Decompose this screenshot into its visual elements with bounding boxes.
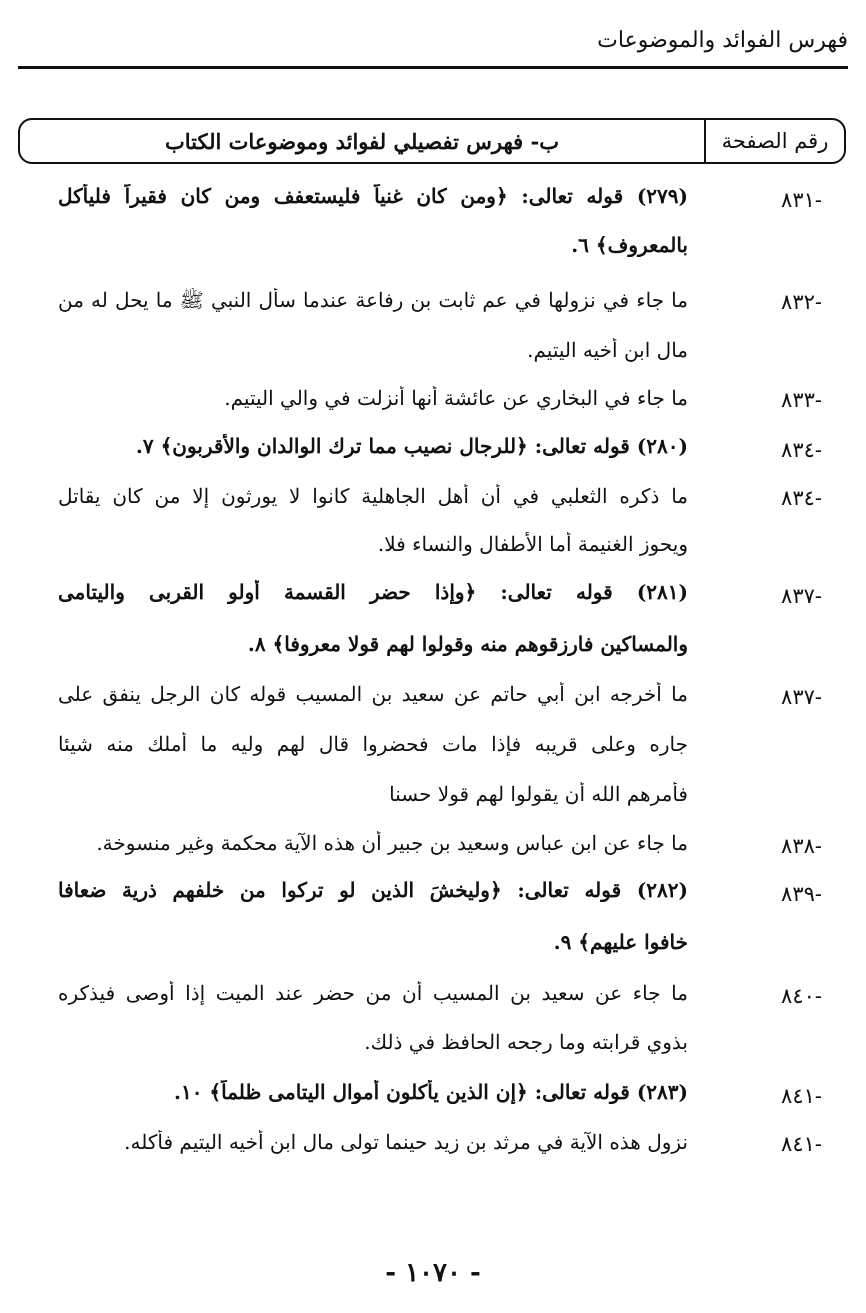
entry-line: خافوا عليهم﴾ ٩. [553,930,688,954]
page-reference: -٨٤٠ [781,984,822,1008]
page-reference: -٨٣٤ [781,438,822,462]
entry-line: ما أخرجه ابن أبي حاتم عن سعيد بن المسيب قوله كان الرجل ينفق على [58,682,688,706]
entry-line: ما جاء عن سعيد بن المسيب أن من حضر عند الميت إذا أوصى فيذكره [58,981,688,1005]
entry-line: (٢٧٩) قوله تعالى: ﴿ومن كان غنياً فليستعفف ومن كان فقيراً فليأكل [58,184,688,208]
running-head: فهرس الفوائد والموضوعات [597,28,848,53]
entry-line: بالمعروف﴾ ٦. [571,233,688,257]
entry-line: (٢٨٠) قوله تعالى: ﴿للرجال نصيب مما ترك الوالدان والأقربون﴾ ٧. [135,434,688,458]
page-reference: -٨٤١ [781,1084,822,1108]
entry-line: (٢٨٣) قوله تعالى: ﴿إن الذين يأكلون أموال اليتامى ظلماً﴾ ١٠. [174,1080,688,1104]
entry-line: والمساكين فارزقوهم منه وقولوا لهم قولا معروفا﴾ ٨. [247,632,688,656]
entry-line: بذوي قرابته وما رجحه الحافظ في ذلك. [364,1030,688,1054]
entry-line: نزول هذه الآية في مرثد بن زيد حينما تولى مال ابن أخيه اليتيم فأكله. [124,1130,688,1154]
entry-line: ما جاء عن ابن عباس وسعيد بن جبير أن هذه الآية محكمة وغير منسوخة. [96,831,688,855]
entry-line: جاره وعلى قريبه فإذا مات فحضروا قال لهم وليه ما أملك منه شيئا [58,732,688,756]
page-number-column-header: رقم الصفحة [704,120,844,162]
page-reference: -٨٣٤ [781,486,822,510]
entry-line: ما ذكره الثعلبي في أن أهل الجاهلية كانوا لا يورثون إلا من كان يقاتل [58,484,688,508]
entry-line: ويحوز الغنيمة أما الأطفال والنساء فلا. [377,532,688,556]
entry-line: فأمرهم الله أن يقولوا لهم قولا حسنا [389,782,688,806]
entry-line: (٢٨١) قوله تعالى: ﴿وإذا حضر القسمة أولو القربى واليتامى [58,580,688,604]
page-reference: -٨٤١ [781,1132,822,1156]
index-title: ب- فهرس تفصيلي لفوائد وموضوعات الكتاب [165,128,559,154]
entry-line: ما جاء في نزولها في عم ثابت بن رفاعة عندما سأل النبي ﷺ ما يحل له من [58,288,688,312]
page-number: - ١٠٧٠ - [385,1258,481,1288]
header-rule [18,66,848,69]
page-reference: -٨٣٧ [781,685,822,709]
page-reference: -٨٣٢ [781,290,822,314]
page-reference: -٨٣١ [781,188,822,212]
index-table-header [18,118,846,164]
page-reference: -٨٣٩ [781,882,822,906]
entry-line: (٢٨٢) قوله تعالى: ﴿وليخشَ الذين لو تركوا من خلفهم ذرية ضعافا [58,878,688,902]
entry-line: مال ابن أخيه اليتيم. [527,338,688,362]
page-reference: -٨٣٧ [781,584,822,608]
page-reference: -٨٣٣ [781,388,822,412]
page-reference: -٨٣٨ [781,834,822,858]
entry-line: ما جاء في البخاري عن عائشة أنها أنزلت في والي اليتيم. [224,386,688,410]
